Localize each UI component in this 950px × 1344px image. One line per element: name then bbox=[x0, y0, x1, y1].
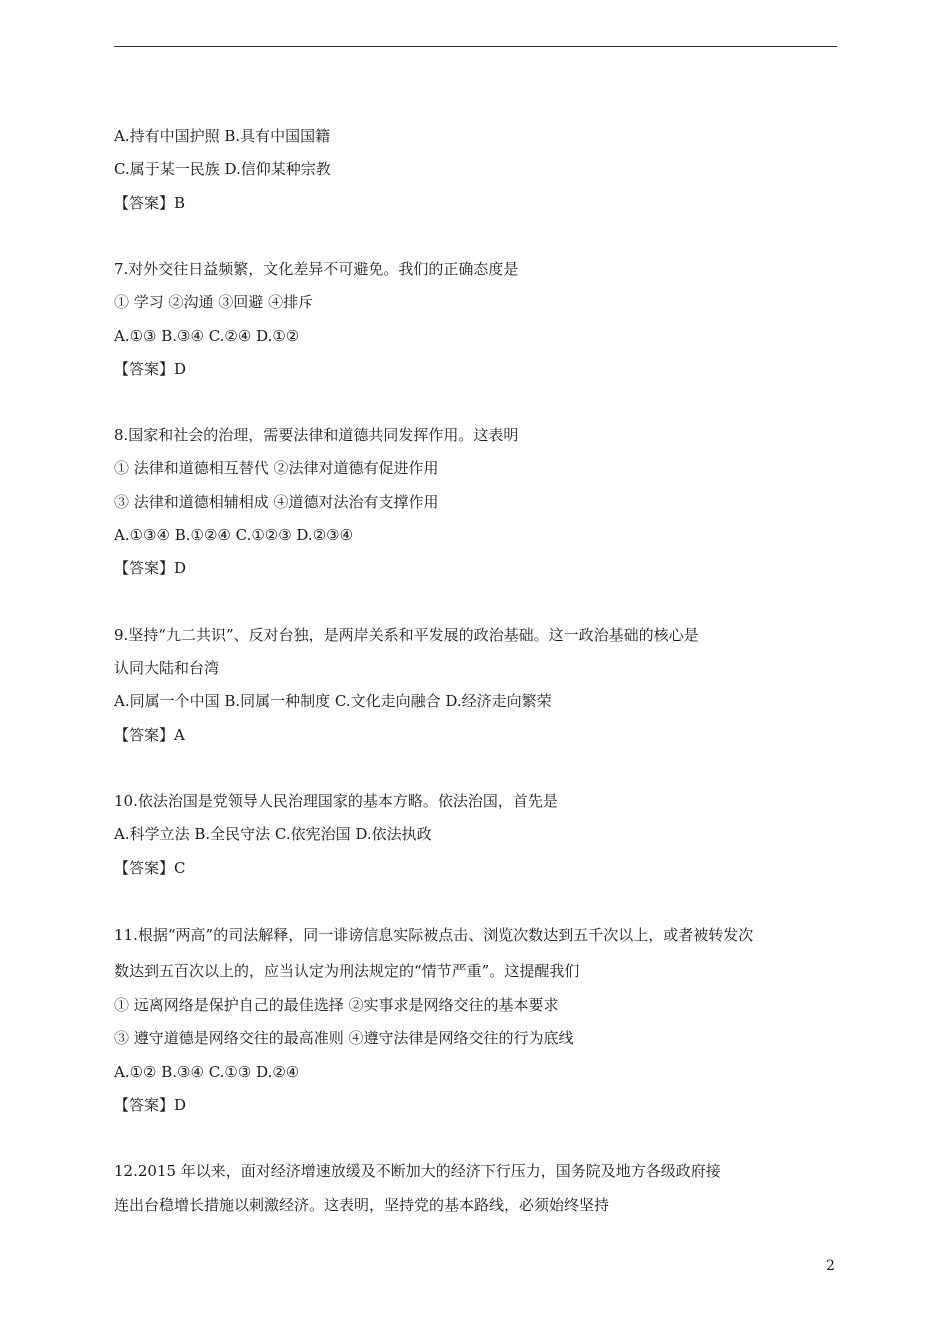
q6-options-ab: A.持有中国护照 B.具有中国国籍 bbox=[114, 127, 331, 145]
q12-stem-cont: 连出台稳增长措施以刺激经济。这表明，坚持党的基本路线，必须始终坚持 bbox=[114, 1196, 610, 1214]
q8-items-12: ① 法律和道德相互替代 ②法律对道德有促进作用 bbox=[114, 459, 439, 477]
q10-options: A.科学立法 B.全民守法 C.依宪治国 D.依法执政 bbox=[114, 825, 432, 843]
q8-items-34: ③ 法律和道德相辅相成 ④道德对法治有支撑作用 bbox=[114, 493, 439, 511]
q6-options-cd: C.属于某一民族 D.信仰某种宗教 bbox=[114, 160, 331, 178]
q7-answer: 【答案】D bbox=[114, 360, 187, 378]
q11-options: A.①② B.③④ C.①③ D.②④ bbox=[114, 1063, 300, 1081]
q10-stem: 10.依法治国是党领导人民治理国家的基本方略。依法治国，首先是 bbox=[114, 792, 558, 810]
q8-stem: 8.国家和社会的治理，需要法律和道德共同发挥作用。这表明 bbox=[114, 426, 519, 444]
q9-stem: 9.坚持“九二共识”、反对台独，是两岸关系和平发展的政治基础。这一政治基础的核心是 bbox=[114, 626, 699, 644]
q9-options: A.同属一个中国 B.同属一种制度 C.文化走向融合 D.经济走向繁荣 bbox=[114, 692, 552, 710]
q9-answer: 【答案】A bbox=[114, 726, 185, 744]
q12-stem: 12.2015 年以来，面对经济增速放缓及不断加大的经济下行压力，国务院及地方各级政府接 bbox=[114, 1162, 721, 1180]
q11-items-34: ③ 遵守道德是网络交往的最高准则 ④遵守法律是网络交往的行为底线 bbox=[114, 1029, 574, 1047]
q11-stem: 11.根据“两高”的司法解释，同一诽谤信息实际被点击、浏览次数达到五千次以上，或者被转发次 bbox=[114, 926, 754, 944]
q11-stem-cont: 数达到五百次以上的，应当认定为刑法规定的“情节严重”。这提醒我们 bbox=[114, 962, 580, 980]
q7-options: A.①③ B.③④ C.②④ D.①② bbox=[114, 327, 300, 345]
q8-answer: 【答案】D bbox=[114, 559, 187, 577]
q8-options: A.①③④ B.①②④ C.①②③ D.②③④ bbox=[114, 526, 354, 544]
header-rule bbox=[114, 46, 837, 47]
q9-stem-cont: 认同大陆和台湾 bbox=[114, 659, 220, 677]
q10-answer: 【答案】C bbox=[114, 859, 186, 877]
page-number: 2 bbox=[826, 1258, 835, 1274]
q11-answer: 【答案】D bbox=[114, 1096, 187, 1114]
q7-stem: 7.对外交往日益频繁，文化差异不可避免。我们的正确态度是 bbox=[114, 260, 519, 278]
q11-items-12: ① 远离网络是保护自己的最佳选择 ②实事求是网络交往的基本要求 bbox=[114, 996, 559, 1014]
q6-answer: 【答案】B bbox=[114, 194, 186, 212]
q7-items: ① 学习 ②沟通 ③回避 ④排斥 bbox=[114, 293, 314, 311]
